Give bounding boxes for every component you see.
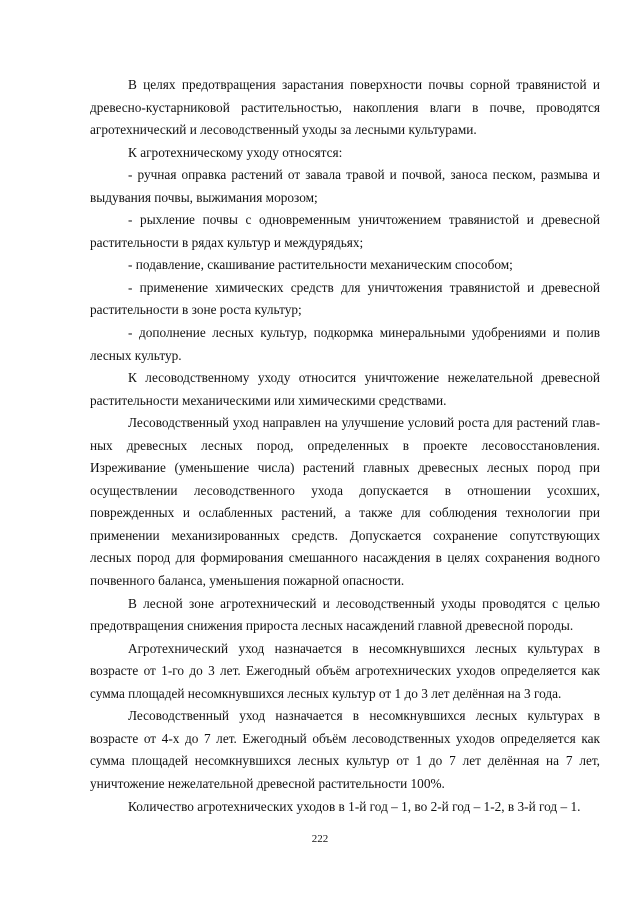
list-item: - рыхление почвы с одновременным уничтожением травянистой и древесной растительности в рядах культур и междурядьях; — [90, 212, 600, 250]
list-item: - дополнение лесных культур, подкормка минеральными удобрениями и полив лесных культур. — [90, 325, 600, 363]
paragraph: К агротехническому уходу относятся: — [128, 144, 343, 160]
page-number: 222 — [311, 833, 329, 845]
list-item: - применение химических средств для уничтожения травянистой и древесной растительности в зоне роста культур; — [90, 279, 600, 318]
paragraph: В целях предотвращения зарастания поверхности почвы сорной травянистой и древесно-кустарниковой растительностью, накопления влаги в почве, проводятся агротехнический и лесоводственный уходы за лесными культурами. — [90, 77, 600, 138]
paragraph: Количество агротехнических уходов в 1-й год – 1, во 2-й год – 1-2, в 3-й год – 1. — [128, 798, 581, 814]
paragraph: Лесоводственный уход направлен на улучшение условий роста для растений главных древесных лесных пород, определенных в проекте лесовосстановления. Изреживание (уменьшение числа) растений главных древесных лесных пород при осуществлении лесоводственного ухода допускается в отношении усохших, поврежденных и ослабленных растений, а также для соблюдения технологии при применении механизированных средств. Допускается сохранение сопутствующих лесных пород для формирования смешанного насаждения в целях сохранения водного почвенного баланса, уменьшения пожарной опасности. — [90, 415, 600, 589]
paragraph: Агротехнический уход назначается в несомкнувшихся лесных культурах в возрасте от 1-го до 3 лет. Ежегодный объём агротехнических уходов определяется как сумма площадей несомкнувшихся лесных культур от 1 до 3 лет делённая на 3 года. — [90, 640, 600, 701]
paragraph: К лесоводственному уходу относится уничтожение нежелательной древесной растительности механическими или химическими средствами. — [90, 370, 600, 408]
paragraph: В лесной зоне агротехнический и лесоводственный уходы проводятся с целью предотвращения снижения прироста лесных насаждений главной древесной породы. — [90, 595, 600, 634]
list-item: - подавление, скашивание растительности механическим способом; — [128, 257, 513, 273]
body-text — [90, 74, 600, 818]
list-item: - ручная оправка растений от завала травой и почвой, заноса песком, размыва и выдувания почвы, выжимания морозом; — [90, 167, 600, 205]
paragraph: Лесоводственный уход назначается в несомкнувшихся лесных культурах в возрасте от 4-х до 7 лет. Ежегодный объём лесоводственных уходов определяется как сумма площадей несомкнувшихся лесных культур от 1 до 7 лет делённая на 7 лет, уничтожение нежелательной древесной растительности 100%. — [90, 708, 600, 791]
